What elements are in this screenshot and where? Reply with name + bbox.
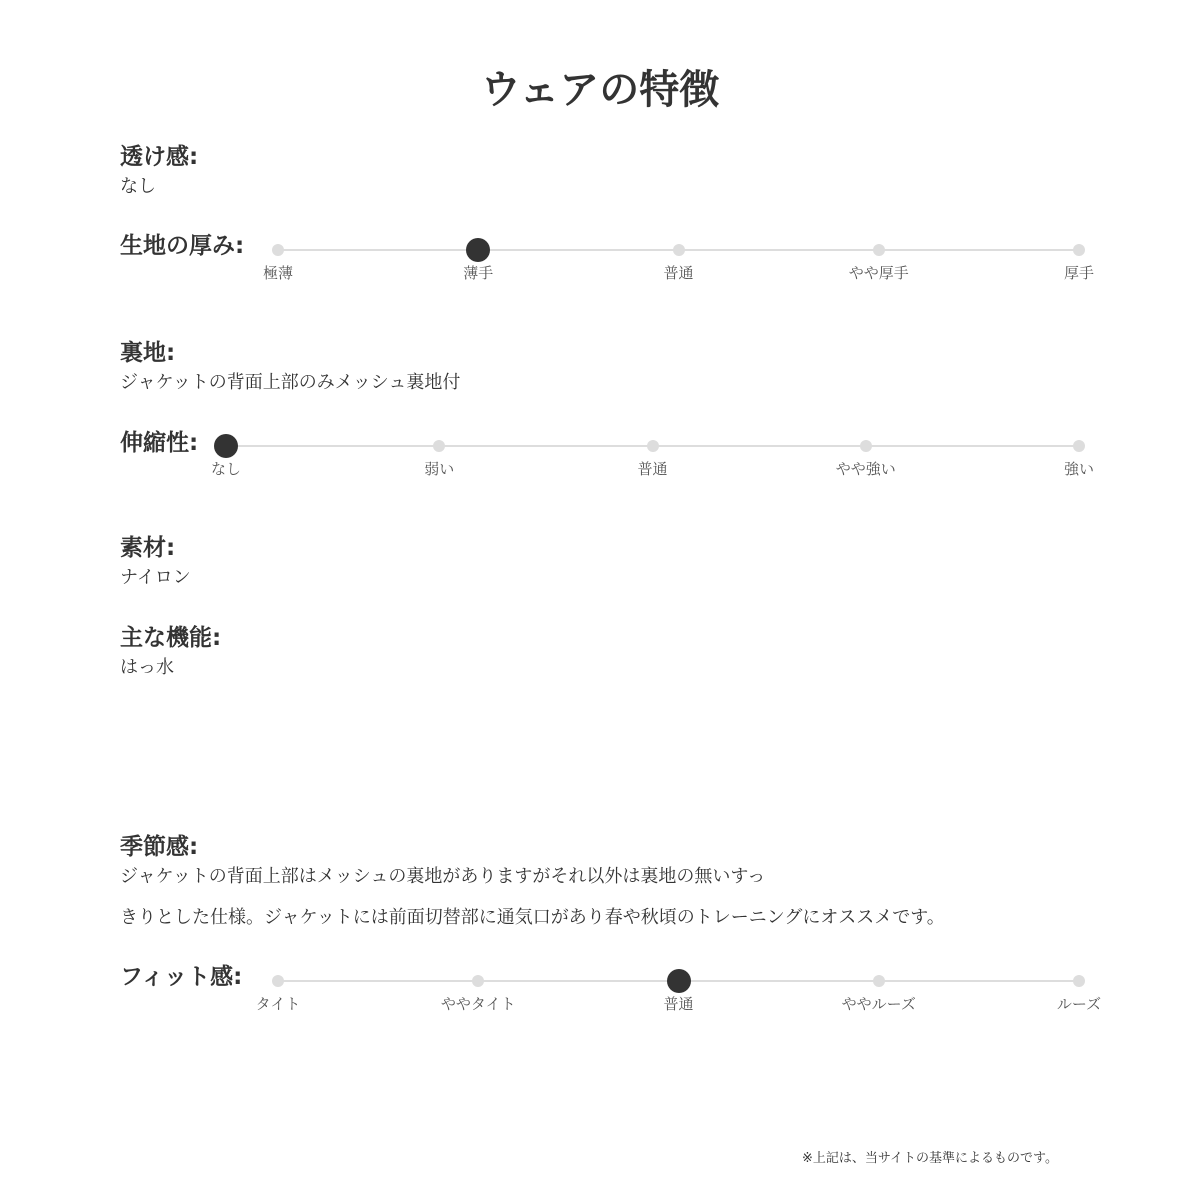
scale-option-label: 薄手	[463, 264, 494, 282]
lining-label: 裏地:	[120, 340, 176, 366]
scale-marker-selected	[466, 238, 490, 262]
scale-option-label: タイト	[255, 995, 301, 1013]
scale-option-label: ややタイト	[440, 995, 516, 1013]
fit-label: フィット感:	[120, 964, 243, 990]
thickness-label: 生地の厚み:	[120, 233, 245, 259]
material-label: 素材:	[120, 535, 176, 561]
season-text-line-2: きりとした仕様。ジャケットには前面切替部に通気口があり春や秋頃のトレーニングにオススメです。	[120, 907, 945, 928]
transparency-value: なし	[120, 176, 156, 197]
material-value: ナイロン	[120, 567, 191, 588]
stretch-scale	[210, 445, 1095, 485]
stretch-label: 伸縮性:	[120, 430, 199, 456]
footnote: ※上記は、当サイトの基準によるものです。	[802, 1151, 1058, 1166]
season-label: 季節感:	[120, 834, 199, 860]
thickness-scale	[262, 249, 1095, 289]
scale-dot	[673, 244, 685, 256]
fit-scale	[255, 980, 1102, 1020]
lining-value: ジャケットの背面上部のみメッシュ裏地付	[120, 372, 461, 393]
scale-option-label: 強い	[1063, 460, 1095, 478]
scale-option-label: 弱い	[424, 460, 455, 478]
functions-value: はっ水	[120, 657, 174, 678]
scale-dot	[1073, 440, 1085, 452]
scale-marker-selected	[667, 969, 691, 993]
scale-dot	[873, 244, 885, 256]
functions-label: 主な機能:	[120, 625, 222, 651]
scale-option-label: やや厚手	[848, 264, 909, 282]
scale-option-label: やや強い	[835, 460, 896, 478]
scale-dot	[873, 975, 885, 987]
scale-dot	[860, 440, 872, 452]
scale-option-label: 普通	[663, 264, 694, 282]
scale-option-label: ややルーズ	[841, 995, 916, 1013]
scale-dot	[1073, 975, 1085, 987]
season-text-line-1: ジャケットの背面上部はメッシュの裏地がありますがそれ以外は裏地の無いすっ	[120, 866, 766, 887]
scale-option-label: 厚手	[1063, 264, 1095, 282]
transparency-label: 透け感:	[120, 144, 199, 170]
scale-dot	[272, 244, 284, 256]
scale-dot	[647, 440, 659, 452]
scale-option-label: 普通	[663, 995, 694, 1013]
scale-dot	[1073, 244, 1085, 256]
scale-option-label: 普通	[637, 460, 668, 478]
scale-option-label: ルーズ	[1056, 995, 1102, 1013]
scale-option-label: なし	[210, 460, 242, 478]
scale-option-label: 極薄	[262, 264, 294, 282]
page-title: ウェアの特徴	[480, 67, 720, 113]
scale-dot	[433, 440, 445, 452]
scale-dot	[272, 975, 284, 987]
scale-dot	[472, 975, 484, 987]
scale-marker-selected	[214, 434, 238, 458]
